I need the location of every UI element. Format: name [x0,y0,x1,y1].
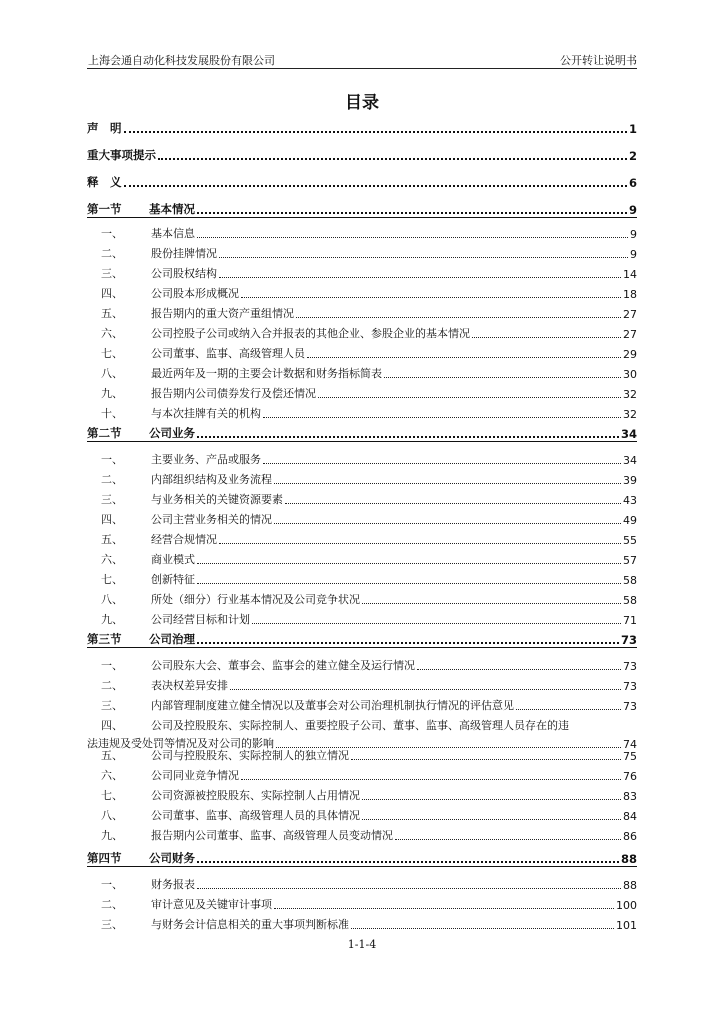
toc-entry-title: 创新特征 [151,573,195,586]
toc-entry-number: 第二节 [87,426,122,440]
toc-entry-page: 27 [623,328,637,341]
toc-entry[interactable] [87,451,637,467]
toc-dot-leader [124,130,627,133]
toc-dot-leader [252,622,621,624]
toc-dot-leader [197,236,628,238]
toc-entry-title: 所处（细分）行业基本情况及公司竞争状况 [151,593,360,606]
toc-entry-number: 六、 [101,553,123,566]
toc-entry-number: 四、 [101,513,123,526]
toc-dot-leader [274,522,621,524]
toc-dot-leader [241,296,621,298]
toc-entry-title: 内部管理制度建立健全情况以及董事会对公司治理机制执行情况的评估意见 [151,699,514,712]
toc-entry-number: 四、 [101,287,123,300]
toc-entry[interactable] [87,767,637,783]
toc-entry-page: 73 [620,633,637,647]
toc-dot-leader [197,641,619,644]
toc-entry-page: 29 [623,348,637,361]
toc-entry-page: 101 [616,919,637,932]
toc-entry-number: 五、 [101,533,123,546]
toc-entry-title: 公司与控股股东、实际控制人的独立情况 [151,749,349,762]
toc-entry-number: 七、 [101,573,123,586]
toc-entry-page: 88 [623,879,637,892]
toc-entry-page: 14 [623,268,637,281]
toc-entry-number: 三、 [101,918,123,931]
toc-entry-number: 六、 [101,327,123,340]
toc-entry-number: 二、 [101,898,123,911]
page-title: 目录 [345,93,379,113]
toc-entry-page: 88 [620,852,637,866]
toc-entry[interactable] [87,201,637,218]
toc-entry-page: 57 [623,554,637,567]
toc-entry-number: 一、 [101,659,123,672]
toc-entry[interactable] [87,325,637,341]
toc-entry[interactable] [87,611,637,627]
toc-entry-title: 与本次挂牌有关的机构 [151,407,261,420]
toc-entry-title: 报告期内公司董事、监事、高级管理人员变动情况 [151,829,393,842]
toc-entry-page: 9 [628,203,637,217]
toc-entry[interactable] [87,120,637,136]
toc-dot-leader [197,582,621,584]
toc-entry-page: 58 [623,574,637,587]
toc-entry-title: 基本信息 [151,227,195,240]
page-header [87,50,637,69]
toc-entry[interactable] [87,265,637,281]
toc-entry-page: 32 [623,388,637,401]
toc-dot-leader [362,602,621,604]
toc-entry[interactable] [87,405,637,421]
toc-dot-leader [516,708,621,710]
toc-entry-page: 75 [623,750,637,763]
toc-dot-leader [274,907,614,909]
toc-dot-leader [219,276,621,278]
toc-entry-page: 100 [616,899,637,912]
toc-entry-number: 三、 [101,493,123,506]
toc-entry-number: 六、 [101,769,123,782]
toc-entry-title: 公司股权结构 [151,267,217,280]
toc-dot-leader [263,462,621,464]
toc-entry-number: 三、 [101,267,123,280]
toc-entry-title: 公司董事、监事、高级管理人员 [151,347,305,360]
toc-dot-leader [197,887,621,889]
toc-entry-number: 第四节 [87,851,122,865]
toc-dot-leader [285,502,621,504]
header-company-name: 上海会通自动化科技发展股份有限公司 [88,54,275,67]
toc-entry-page: 34 [623,454,637,467]
toc-entry-title: 公司控股子公司或纳入合并报表的其他企业、参股企业的基本情况 [151,327,470,340]
toc-entry[interactable] [87,827,637,843]
toc-entry-number: 五、 [101,307,123,320]
toc-entry-page: 74 [623,738,637,751]
toc-entry-page: 86 [623,830,637,843]
toc-entry-title: 内部组织结构及业务流程 [151,473,272,486]
toc-entry[interactable] [87,717,637,733]
toc-entry-number: 释 义 [87,175,122,189]
toc-dot-leader [263,416,621,418]
toc-entry-title: 与财务会计信息相关的重大事项判断标准 [151,918,349,931]
toc-entry-number: 五、 [101,749,123,762]
toc-entry-title: 公司同业竞争情况 [151,769,239,782]
toc-entry-page: 49 [623,514,637,527]
toc-entry-number: 七、 [101,789,123,802]
toc-entry[interactable] [87,631,637,648]
toc-entry-page: 9 [630,248,637,261]
toc-dot-leader [197,435,619,438]
toc-entry[interactable] [87,491,637,507]
toc-entry-title: 报告期内的重大资产重组情况 [151,307,294,320]
toc-entry-number: 第一节 [87,202,122,216]
toc-entry-page: 2 [628,149,637,163]
page-number: 1-1-4 [347,938,377,951]
toc-dot-leader [384,376,621,378]
toc-dot-leader [362,818,621,820]
toc-entry[interactable] [87,571,637,587]
toc-entry-title: 主要业务、产品或服务 [151,453,261,466]
toc-entry-number: 一、 [101,453,123,466]
toc-entry[interactable] [87,896,637,912]
toc-entry-page: 32 [623,408,637,421]
toc-entry-title: 基本情况 [149,202,195,216]
toc-entry-title: 公司资源被控股股东、实际控制人占用情况 [151,789,360,802]
toc-entry-title: 公司治理 [149,632,195,646]
toc-entry-title: 股份挂牌情况 [151,247,217,260]
toc-dot-leader [197,211,627,214]
toc-dot-leader [395,838,621,840]
toc-entry[interactable] [87,147,637,163]
toc-entry-page: 73 [623,660,637,673]
toc-dot-leader [219,256,628,258]
toc-entry[interactable] [87,807,637,823]
toc-entry[interactable] [87,245,637,261]
toc-entry-number: 三、 [101,699,123,712]
toc-entry[interactable] [87,385,637,401]
toc-dot-leader [124,184,627,187]
toc-entry-title: 公司经营目标和计划 [151,613,250,626]
toc-entry-page: 30 [623,368,637,381]
toc-entry-number: 二、 [101,247,123,260]
toc-entry-number: 八、 [101,809,123,822]
toc-dot-leader [241,778,621,780]
toc-dot-leader [318,396,621,398]
toc-entry-title: 公司股东大会、董事会、监事会的建立健全及运行情况 [151,659,415,672]
toc-entry-title: 公司财务 [149,851,195,865]
toc-entry[interactable] [87,471,637,487]
toc-entry-number: 九、 [101,387,123,400]
toc-entry[interactable] [87,365,637,381]
toc-entry-number: 声 明 [87,121,122,135]
toc-dot-leader [296,316,621,318]
toc-entry-title: 公司及控股股东、实际控制人、重要控股子公司、董事、监事、高级管理人员存在的违 [151,719,569,732]
toc-entry[interactable] [87,511,637,527]
toc-entry-title: 报告期内公司债券发行及偿还情况 [151,387,316,400]
toc-entry-title-continued: 法违规及受处罚等情况及对公司的影响 [87,737,274,750]
toc-entry-title: 公司主营业务相关的情况 [151,513,272,526]
toc-entry[interactable] [87,787,637,803]
toc-dot-leader [472,336,621,338]
toc-entry-page: 1 [628,122,637,136]
toc-entry[interactable] [87,850,637,867]
toc-dot-leader [219,542,621,544]
toc-entry[interactable] [87,285,637,301]
toc-entry-title: 表决权差异安排 [151,679,228,692]
toc-dot-leader [274,482,621,484]
toc-entry-page: 73 [623,680,637,693]
toc-entry[interactable] [87,345,637,361]
toc-dot-leader [158,157,627,160]
toc-entry-number: 第三节 [87,632,122,646]
toc-entry-page: 73 [623,700,637,713]
toc-entry[interactable] [87,174,637,190]
toc-entry[interactable] [87,916,637,932]
toc-dot-leader [307,356,621,358]
toc-entry-page: 83 [623,790,637,803]
toc-entry-page: 84 [623,810,637,823]
toc-entry-number: 二、 [101,473,123,486]
toc-dot-leader [362,798,621,800]
toc-entry-number: 二、 [101,679,123,692]
toc-entry[interactable] [87,657,637,673]
toc-entry[interactable] [87,677,637,693]
toc-entry-title: 最近两年及一期的主要会计数据和财务指标简表 [151,367,382,380]
toc-dot-leader [351,927,614,929]
toc-entry[interactable] [87,225,637,241]
toc-entry-number: 九、 [101,613,123,626]
toc-entry-title: 公司股本形成概况 [151,287,239,300]
toc-dot-leader [351,758,621,760]
toc-dot-leader [197,562,621,564]
toc-entry-page: 6 [628,176,637,190]
toc-entry-number: 一、 [101,878,123,891]
toc-entry-number: 十、 [101,407,123,420]
toc-entry-title: 审计意见及关键审计事项 [151,898,272,911]
toc-dot-leader [417,668,621,670]
toc-entry-number: 一、 [101,227,123,240]
header-document-type: 公开转让说明书 [560,54,637,67]
toc-entry-page: 34 [620,427,637,441]
toc-entry-page: 27 [623,308,637,321]
toc-entry[interactable] [87,425,637,442]
toc-entry-title: 商业模式 [151,553,195,566]
toc-entry-title: 财务报表 [151,878,195,891]
toc-dot-leader [230,688,621,690]
toc-entry-page: 58 [623,594,637,607]
toc-entry[interactable] [87,531,637,547]
toc-entry[interactable] [87,305,637,321]
toc-entry-number: 七、 [101,347,123,360]
toc-entry-number: 八、 [101,593,123,606]
toc-entry-number: 八、 [101,367,123,380]
toc-entry-number: 四、 [101,719,123,732]
toc-entry-page: 71 [623,614,637,627]
toc-entry-page: 43 [623,494,637,507]
toc-entry-title: 公司董事、监事、高级管理人员的具体情况 [151,809,360,822]
toc-entry-page: 55 [623,534,637,547]
toc-entry-title: 经营合规情况 [151,533,217,546]
toc-entry[interactable] [87,591,637,607]
toc-entry[interactable] [87,551,637,567]
toc-entry-page: 76 [623,770,637,783]
toc-dot-leader [197,860,619,863]
toc-entry-page: 9 [630,228,637,241]
toc-entry[interactable] [87,747,637,763]
toc-entry-title: 公司业务 [149,426,195,440]
toc-entry-number: 九、 [101,829,123,842]
toc-entry-page: 18 [623,288,637,301]
toc-entry-title: 与业务相关的关键资源要素 [151,493,283,506]
toc-entry[interactable] [87,876,637,892]
toc-entry-page: 39 [623,474,637,487]
toc-entry-number: 重大事项提示 [87,148,156,162]
toc-entry[interactable] [87,697,637,713]
